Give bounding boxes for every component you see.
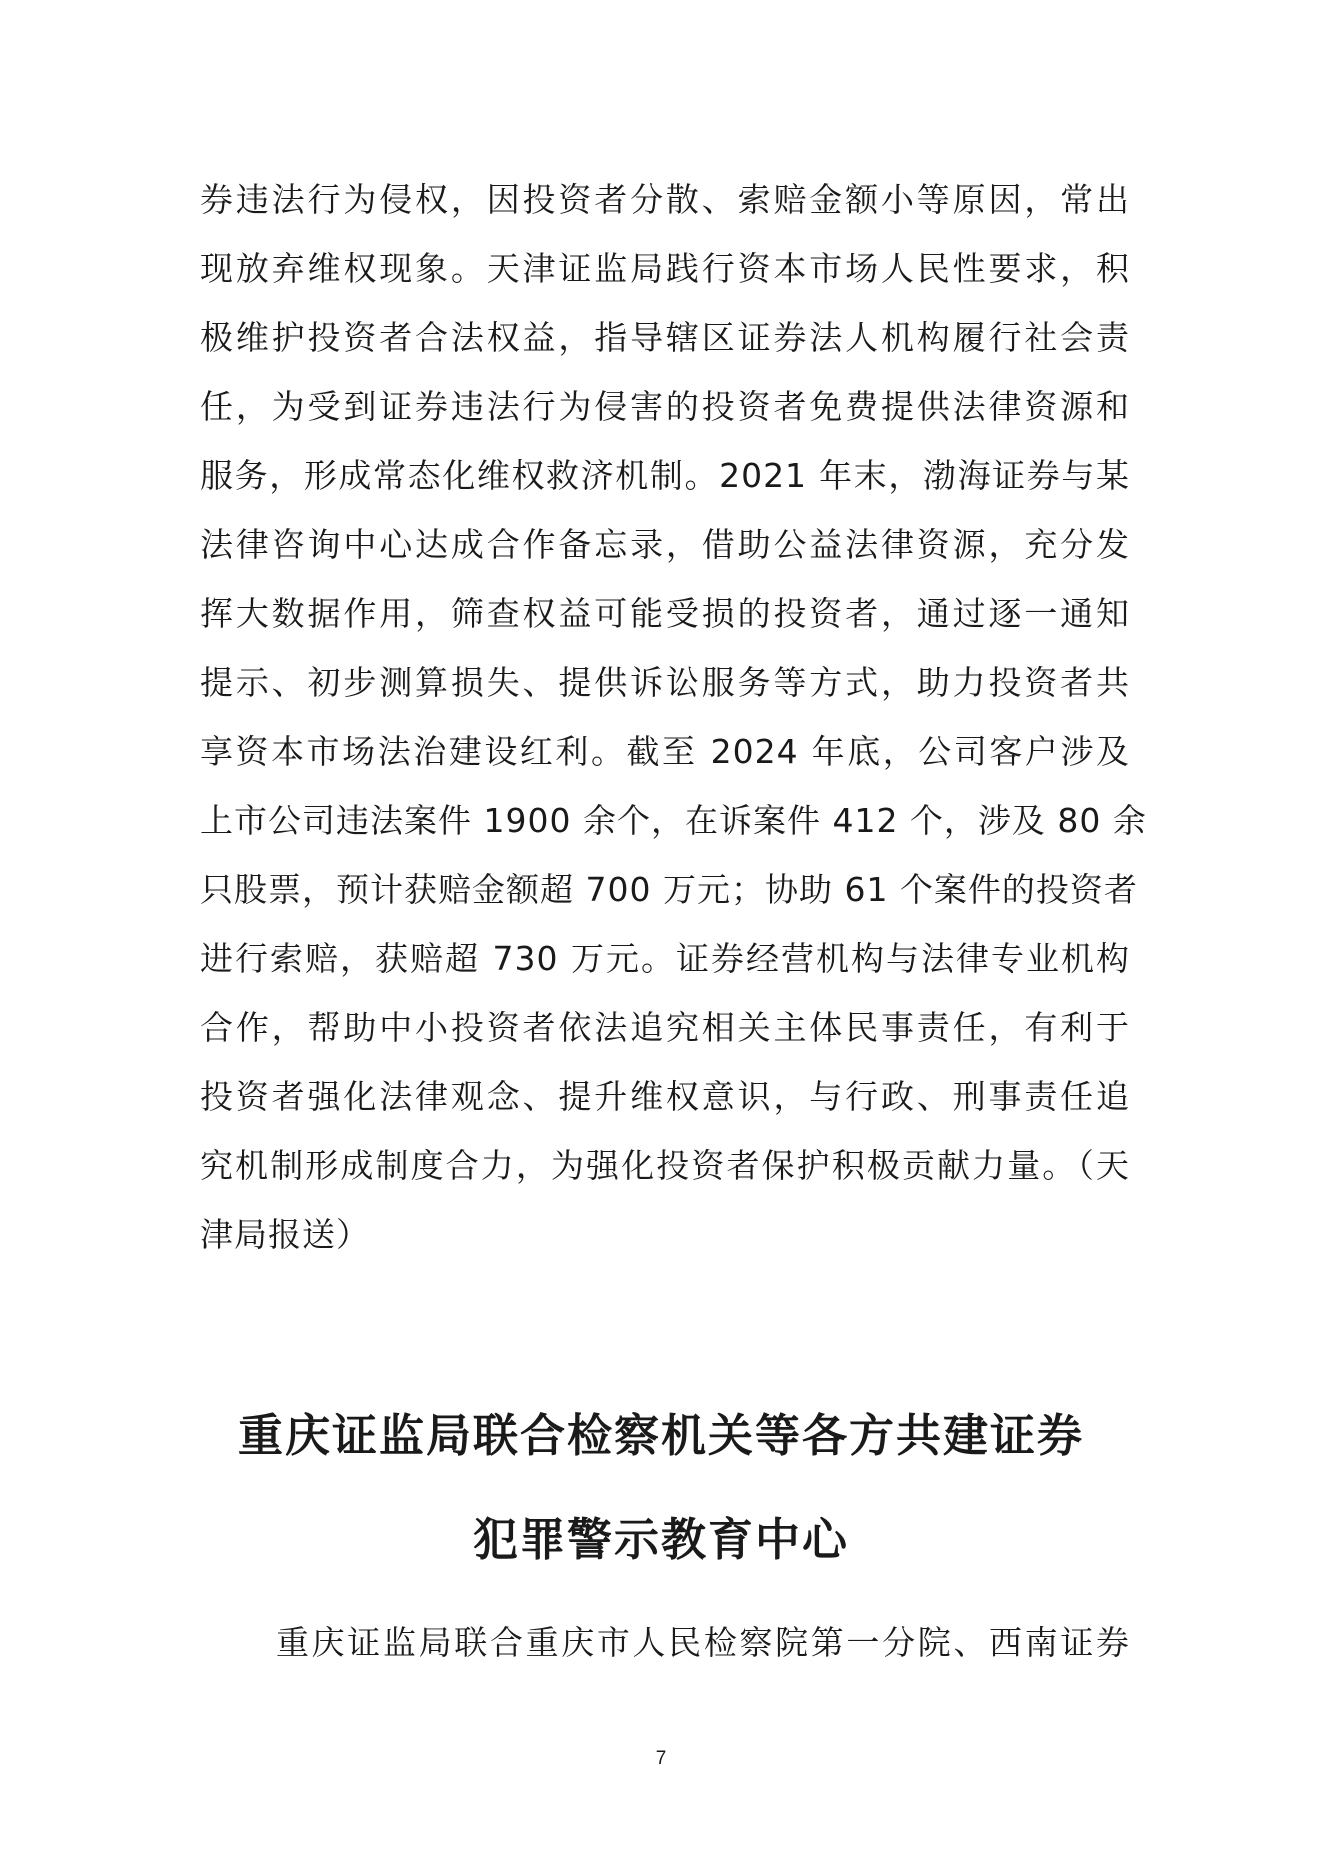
body-line: 津局报送） (200, 1215, 370, 1254)
body-line: 极维护投资者合法权益，指导辖区证券法人机构履行社会责 (200, 318, 1130, 357)
body-line: 享资本市场法治建设红利。截至 2024 年底，公司客户涉及 (200, 732, 1130, 771)
body-line: 进行索赔，获赔超 730 万元。证券经营机构与法律专业机构 (200, 939, 1130, 978)
section-paragraph-first-line: 重庆证监局联合重庆市人民检察院第一分院、西南证券 (276, 1623, 1130, 1662)
body-line: 法律咨询中心达成合作备忘录，借助公益法律资源，充分发 (200, 525, 1130, 564)
body-line: 投资者强化法律观念、提升维权意识，与行政、刑事责任追 (200, 1077, 1130, 1116)
section-heading-line-1: 重庆证监局联合检察机关等各方共建证券 (237, 1409, 1084, 1462)
body-line: 挥大数据作用，筛查权益可能受损的投资者，通过逐一通知 (200, 594, 1130, 633)
body-line: 上市公司违法案件 1900 余个，在诉案件 412 个，涉及 80 余 (200, 801, 1147, 840)
body-line: 合作，帮助中小投资者依法追究相关主体民事责任，有利于 (200, 1008, 1130, 1047)
body-line: 只股票，预计获赔金额超 700 万元；协助 61 个案件的投资者 (200, 870, 1138, 909)
body-line: 券违法行为侵权，因投资者分散、索赔金额小等原因，常出 (200, 180, 1130, 219)
body-line: 提示、初步测算损失、提供诉讼服务等方式，助力投资者共 (200, 663, 1130, 702)
body-line: 现放弃维权现象。天津证监局践行资本市场人民性要求，积 (200, 249, 1130, 288)
article-body-paragraph (200, 165, 1147, 1269)
body-line: 究机制形成制度合力，为强化投资者保护积极贡献力量。（天 (200, 1146, 1130, 1185)
body-line: 任，为受到证券违法行为侵害的投资者免费提供法律资源和 (200, 387, 1130, 426)
section-heading-line-2: 犯罪警示教育中心 (472, 1513, 849, 1566)
body-line: 服务，形成常态化维权救济机制。2021 年末，渤海证券与某 (200, 456, 1130, 495)
page-number: 7 (655, 1748, 667, 1769)
